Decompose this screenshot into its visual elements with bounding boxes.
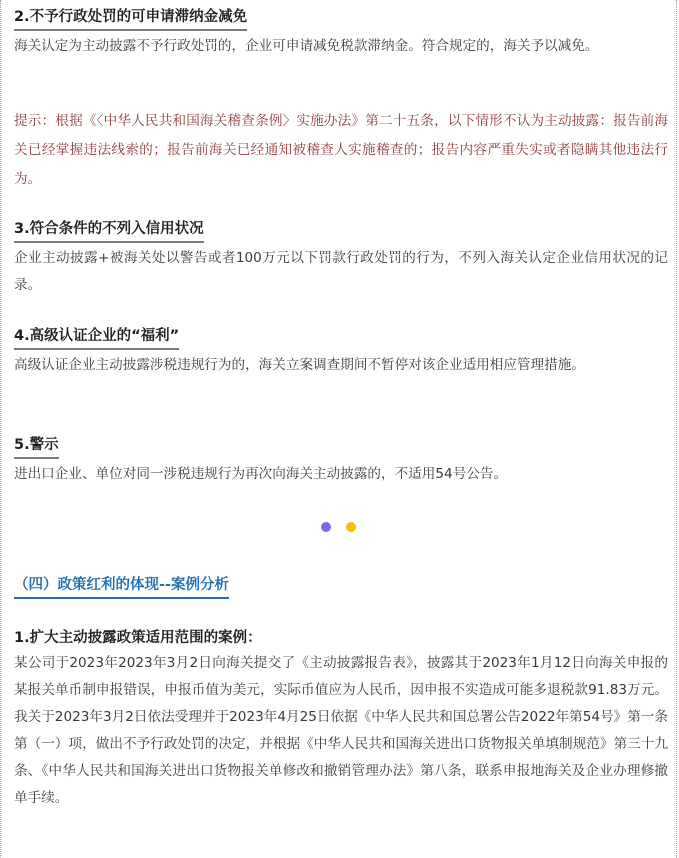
case-1-heading: 1.扩大主动披露政策适用范围的案例： bbox=[14, 630, 262, 646]
part-4 bbox=[14, 574, 668, 599]
section-5-body: 进出口企业、单位对同一涉税违规行为再次向海关主动披露的，不适用54号公告。 bbox=[14, 466, 508, 482]
section-3-heading: 3.符合条件的不列入信用状况 bbox=[14, 219, 204, 243]
section-4-body: 高级认证企业主动披露涉税违规行为的，海关立案调查期间不暂停对该企业适用相应管理措施。 bbox=[14, 357, 585, 373]
section-4 bbox=[14, 325, 668, 379]
section-2-tip bbox=[14, 107, 668, 194]
section-divider bbox=[1, 516, 676, 530]
section-2-body: 海关认定为主动披露不予行政处罚的，企业可申请减免税款滞纳金。符合规定的，海关予以减免。 bbox=[14, 38, 599, 54]
yellow-dot-icon bbox=[346, 522, 356, 532]
section-3 bbox=[14, 218, 668, 299]
section-2-heading: 2.不予行政处罚的可申请滞纳金减免 bbox=[14, 7, 247, 31]
case-1 bbox=[14, 628, 668, 812]
section-5 bbox=[14, 434, 668, 488]
section-2 bbox=[14, 6, 668, 60]
section-3-body: 企业主动披露+被海关处以警告或者100万元以下罚款行政处罚的行为，不列入海关认定企业信用状况的记录。 bbox=[14, 250, 668, 293]
purple-dot-icon bbox=[321, 522, 331, 532]
section-5-heading: 5.警示 bbox=[14, 435, 59, 459]
tip-text: 提示：根据《〈中华人民共和国海关稽查条例〉实施办法》第二十五条，以下情形不认为主动披露：报告前海关已经掌握违法线索的；报告前海关已经通知被稽查人实施稽查的；报告内容严重失实或者隐瞒其他违法行为。 bbox=[14, 113, 668, 187]
case-1-body: 某公司于2023年2023年3月2日向海关提交了《主动披露报告表》，披露其于2023年1月12日向海关申报的某报关单币制申报错误，申报币值为美元，实际币值应为人民币，因申报不实造成可能多退税款91.83万元。我关于2023年3月2日依法受理并于2023年4月25日依据《中华人民共和国总署公告2022年第54号》第一条第（一）项，做出不予行政处罚的决定，并根据《中华人民共和国海关进出口货物报关单填制规范》第三十九条、《中华人民共和国海关进出口货物报关单修改和撤销管理办法》第八条，联系申报地海关及企业办理修撤单手续。 bbox=[14, 655, 668, 806]
section-4-heading: 4.高级认证企业的“福利” bbox=[14, 326, 179, 350]
part-4-title: （四）政策红利的体现--案例分析 bbox=[14, 575, 229, 599]
